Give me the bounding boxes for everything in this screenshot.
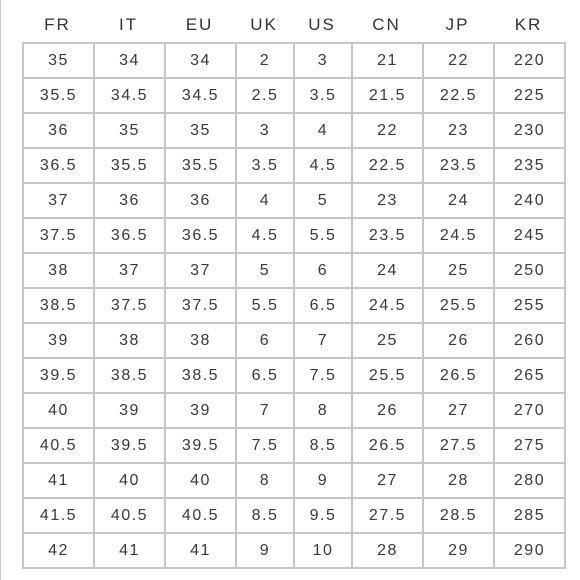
table-cell-eu: 37.5 <box>165 288 236 323</box>
table-cell-kr: 260 <box>494 323 565 358</box>
table-cell-fr: 40.5 <box>23 428 94 463</box>
table-cell-eu: 39 <box>165 393 236 428</box>
table-cell-kr: 270 <box>494 393 565 428</box>
table-cell-cn: 22 <box>352 113 423 148</box>
table-cell-fr: 39 <box>23 323 94 358</box>
table-cell-fr: 36 <box>23 113 94 148</box>
table-row <box>23 428 565 463</box>
table-cell-fr: 37 <box>23 183 94 218</box>
table-cell-it: 36.5 <box>94 218 165 253</box>
table-cell-cn: 22.5 <box>352 148 423 183</box>
table-cell-us: 7.5 <box>294 358 352 393</box>
table-cell-it: 35 <box>94 113 165 148</box>
table-row <box>23 148 565 183</box>
table-cell-jp: 22 <box>423 43 494 78</box>
table-row <box>23 288 565 323</box>
table-cell-us: 4 <box>294 113 352 148</box>
table-cell-uk: 3.5 <box>236 148 294 183</box>
table-cell-uk: 6.5 <box>236 358 294 393</box>
table-cell-eu: 39.5 <box>165 428 236 463</box>
table-cell-cn: 25.5 <box>352 358 423 393</box>
table-cell-uk: 3 <box>236 113 294 148</box>
table-cell-eu: 40.5 <box>165 498 236 533</box>
table-cell-kr: 250 <box>494 253 565 288</box>
table-cell-fr: 42 <box>23 533 94 568</box>
header-kr: KR <box>514 15 543 34</box>
table-cell-eu: 34 <box>165 43 236 78</box>
table-row <box>23 498 565 533</box>
table-row <box>23 393 565 428</box>
table-cell-uk: 4.5 <box>236 218 294 253</box>
table-cell-uk: 6 <box>236 323 294 358</box>
header-it: IT <box>118 15 139 34</box>
table-cell-uk: 2.5 <box>236 78 294 113</box>
table-cell-kr: 235 <box>494 148 565 183</box>
table-cell-us: 7 <box>294 323 352 358</box>
size-conversion-table <box>22 42 566 569</box>
table-row <box>23 78 565 113</box>
table-cell-cn: 26.5 <box>352 428 423 463</box>
table-cell-eu: 35.5 <box>165 148 236 183</box>
table-cell-it: 38 <box>94 323 165 358</box>
table-cell-cn: 21 <box>352 43 423 78</box>
table-cell-eu: 35 <box>165 113 236 148</box>
table-cell-eu: 38 <box>165 323 236 358</box>
table-cell-it: 38.5 <box>94 358 165 393</box>
table-cell-jp: 24.5 <box>423 218 494 253</box>
table-cell-cn: 25 <box>352 323 423 358</box>
table-cell-cn: 26 <box>352 393 423 428</box>
table-cell-us: 5 <box>294 183 352 218</box>
table-cell-kr: 285 <box>494 498 565 533</box>
header-us: US <box>308 15 336 34</box>
table-cell-cn: 23.5 <box>352 218 423 253</box>
table-cell-kr: 220 <box>494 43 565 78</box>
table-cell-eu: 38.5 <box>165 358 236 393</box>
table-cell-eu: 36.5 <box>165 218 236 253</box>
table-cell-jp: 25.5 <box>423 288 494 323</box>
table-cell-cn: 23 <box>352 183 423 218</box>
table-row <box>23 533 565 568</box>
table-cell-it: 41 <box>94 533 165 568</box>
table-cell-cn: 21.5 <box>352 78 423 113</box>
table-cell-eu: 37 <box>165 253 236 288</box>
table-cell-uk: 5 <box>236 253 294 288</box>
table-cell-uk: 4 <box>236 183 294 218</box>
table-cell-jp: 23.5 <box>423 148 494 183</box>
table-cell-fr: 39.5 <box>23 358 94 393</box>
table-cell-kr: 290 <box>494 533 565 568</box>
table-cell-it: 34 <box>94 43 165 78</box>
table-cell-eu: 41 <box>165 533 236 568</box>
table-cell-cn: 28 <box>352 533 423 568</box>
table-cell-us: 5.5 <box>294 218 352 253</box>
table-cell-it: 40 <box>94 463 165 498</box>
table-cell-it: 39 <box>94 393 165 428</box>
table-cell-jp: 29 <box>423 533 494 568</box>
table-row <box>23 218 565 253</box>
table-row <box>23 323 565 358</box>
table-cell-eu: 36 <box>165 183 236 218</box>
header-fr: FR <box>44 15 71 34</box>
table-cell-cn: 27 <box>352 463 423 498</box>
table-cell-uk: 7.5 <box>236 428 294 463</box>
table-cell-jp: 27 <box>423 393 494 428</box>
header-uk: UK <box>250 15 278 34</box>
table-cell-jp: 23 <box>423 113 494 148</box>
table-cell-fr: 37.5 <box>23 218 94 253</box>
table-cell-it: 37.5 <box>94 288 165 323</box>
table-cell-fr: 38.5 <box>23 288 94 323</box>
left-divider <box>0 0 1 580</box>
table-cell-fr: 35 <box>23 43 94 78</box>
table-cell-kr: 255 <box>494 288 565 323</box>
table-cell-uk: 2 <box>236 43 294 78</box>
table-row <box>23 358 565 393</box>
size-table-body <box>23 43 565 568</box>
table-cell-kr: 265 <box>494 358 565 393</box>
table-cell-it: 36 <box>94 183 165 218</box>
table-cell-us: 9.5 <box>294 498 352 533</box>
table-cell-fr: 35.5 <box>23 78 94 113</box>
table-cell-jp: 22.5 <box>423 78 494 113</box>
table-cell-us: 4.5 <box>294 148 352 183</box>
table-cell-jp: 26 <box>423 323 494 358</box>
table-cell-it: 37 <box>94 253 165 288</box>
table-cell-uk: 8.5 <box>236 498 294 533</box>
size-table-header <box>22 10 564 40</box>
table-row <box>23 113 565 148</box>
table-cell-fr: 38 <box>23 253 94 288</box>
table-cell-jp: 25 <box>423 253 494 288</box>
table-cell-jp: 28.5 <box>423 498 494 533</box>
table-cell-eu: 34.5 <box>165 78 236 113</box>
table-cell-jp: 24 <box>423 183 494 218</box>
table-row <box>23 183 565 218</box>
table-cell-us: 3.5 <box>294 78 352 113</box>
table-cell-fr: 36.5 <box>23 148 94 183</box>
table-cell-us: 10 <box>294 533 352 568</box>
table-cell-kr: 230 <box>494 113 565 148</box>
table-row <box>23 253 565 288</box>
table-cell-kr: 240 <box>494 183 565 218</box>
table-cell-it: 35.5 <box>94 148 165 183</box>
table-cell-uk: 8 <box>236 463 294 498</box>
table-cell-it: 34.5 <box>94 78 165 113</box>
table-cell-eu: 40 <box>165 463 236 498</box>
table-cell-us: 6 <box>294 253 352 288</box>
table-cell-cn: 27.5 <box>352 498 423 533</box>
table-cell-uk: 5.5 <box>236 288 294 323</box>
table-cell-us: 3 <box>294 43 352 78</box>
table-cell-kr: 225 <box>494 78 565 113</box>
table-cell-fr: 41 <box>23 463 94 498</box>
table-cell-it: 39.5 <box>94 428 165 463</box>
table-cell-us: 8.5 <box>294 428 352 463</box>
header-eu: EU <box>185 15 214 34</box>
table-cell-jp: 27.5 <box>423 428 494 463</box>
table-cell-us: 8 <box>294 393 352 428</box>
header-jp: JP <box>445 15 470 34</box>
table-cell-kr: 275 <box>494 428 565 463</box>
table-cell-fr: 40 <box>23 393 94 428</box>
header-cn: CN <box>372 15 401 34</box>
table-cell-cn: 24 <box>352 253 423 288</box>
table-row <box>23 463 565 498</box>
table-cell-uk: 7 <box>236 393 294 428</box>
table-cell-uk: 9 <box>236 533 294 568</box>
table-cell-us: 9 <box>294 463 352 498</box>
table-cell-jp: 26.5 <box>423 358 494 393</box>
table-cell-kr: 280 <box>494 463 565 498</box>
table-cell-us: 6.5 <box>294 288 352 323</box>
table-cell-it: 40.5 <box>94 498 165 533</box>
table-cell-kr: 245 <box>494 218 565 253</box>
table-cell-cn: 24.5 <box>352 288 423 323</box>
table-cell-fr: 41.5 <box>23 498 94 533</box>
table-row <box>23 43 565 78</box>
table-cell-jp: 28 <box>423 463 494 498</box>
